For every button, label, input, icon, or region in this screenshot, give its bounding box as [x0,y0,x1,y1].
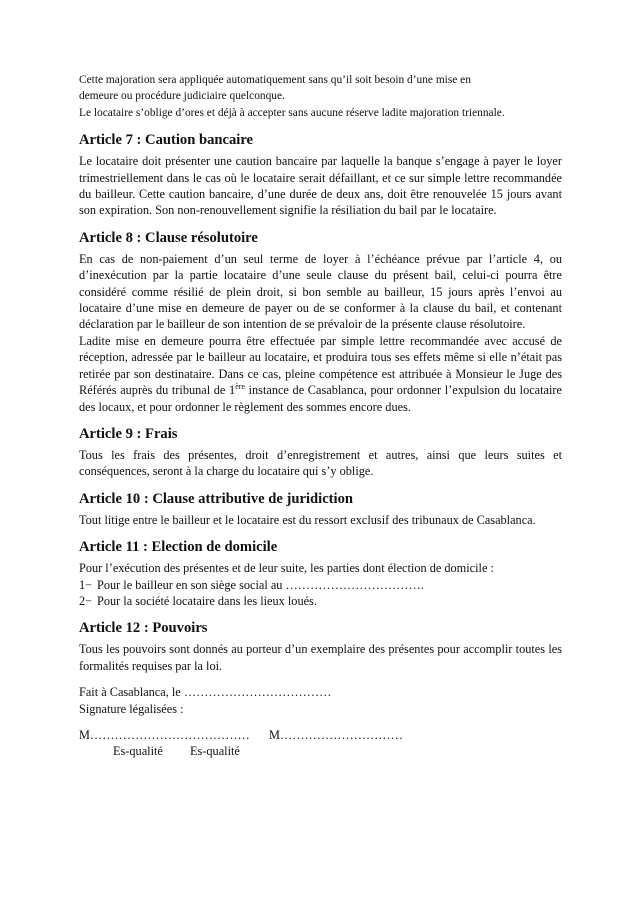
signature-line-2: M………………………… [269,727,403,742]
capacity-labels [79,743,562,759]
list-item-text: Pour la société locataire dans les lieux loués. [97,593,317,608]
intro-line-2: demeure ou procédure judiciaire quelconque. [79,90,285,103]
signature-lines [79,727,562,743]
article-8-text-1: En cas de non-paiement d’un seul terme de loyer à l’échéance prévue par l’article 4, ou d’inexécution par la partie locataire d’une seule clause du présent bail, celui-ci pourra être considéré comme résilié de plein droit, si bon semble au bailleur, 15 jours après l’envoi au locataire d’une mise en demeure de payer ou de se conformer à la clause du bail, et contenant déclaration par le bailleur de son intention de se prévaloir de la présente clause résolutoire. [79,251,562,332]
article-12-text: Tous les pouvoirs sont donnés au porteur d’un exemplaire des présentes pour accomplir toutes les formalités requises par la loi. [79,642,562,673]
article-10-title: Article 10 : Clause attributive de juridiction [79,490,353,507]
signature-line-1: M………………………………… [79,727,250,742]
article-9-title: Article 9 : Frais [79,425,178,442]
capacity-label-2: Es-qualité [190,744,240,759]
article-8-title: Article 8 : Clause résolutoire [79,229,258,246]
intro-line-3: Le locataire s’oblige d’ores et déjà à accepter sans aucune réserve ladite majoration triennale. [79,106,505,119]
capacity-label-1: Es-qualité [113,744,163,759]
list-item [79,577,562,593]
article-8-text-2 [79,333,562,415]
article-7-title: Article 7 : Caution bancaire [79,132,254,149]
signatures-label: Signature légalisées : [79,701,184,716]
article-11-title: Article 11 : Election de domicile [79,539,278,556]
article-7-text: Le locataire doit présenter une caution bancaire par laquelle la banque s’engage à payer le loyer trimestriellement dans le cas où le locataire serait défaillant, et ce sur simple lettre recommandée du bailleur. Cette caution bancaire, d’une durée de deux ans, doit être renouvelée 15 jours avant son expiration. Son non-renouvellement signifie la résiliation du bail par le locataire. [79,154,562,218]
article-10-text: Tout litige entre le bailleur et le locataire est du ressort exclusif des tribunaux de Casablanca. [79,512,536,527]
article-9-text: Tous les frais des présentes, droit d’enregistrement et autres, ainsi que leurs suites et conséquences, seront à la charge du locataire qui s’y oblige. [79,447,562,479]
list-item [79,593,562,609]
list-item-text: Pour le bailleur en son siège social au ……………………………. [97,577,424,592]
intro-line-1: Cette majoration sera appliquée automatiquement sans qu’il soit besoin d’une mise en [79,74,471,86]
article-12-title: Article 12 : Pouvoirs [79,620,208,637]
place-date-line: Fait à Casablanca, le ……………………………… [79,685,332,700]
list-item-number: 2− [79,593,93,608]
article-8-text-2b: instance de Casablanca, pour ordonner l’expulsion du locataire des locaux, et pour ordonner le règlement des sommes encore dues. [79,383,562,414]
ordinal-superscript: ère [235,382,245,391]
list-item-number: 1− [79,577,93,592]
article-8-text-2a: Ladite mise en demeure pourra être effectuée par simple lettre recommandée avec accusé de réception, adressée par le bailleur au locataire, et produira tous ses effets même si elle n’était pas retirée par son destinataire. Dans ce cas, pleine compétence est attribuée à Monsieur le Juge des Référés auprès du tribunal de 1 [79,333,562,398]
article-11-text: Pour l’exécution des présentes et de leur suite, les parties dont élection de domicile : [79,561,494,576]
intro-section [79,72,562,121]
